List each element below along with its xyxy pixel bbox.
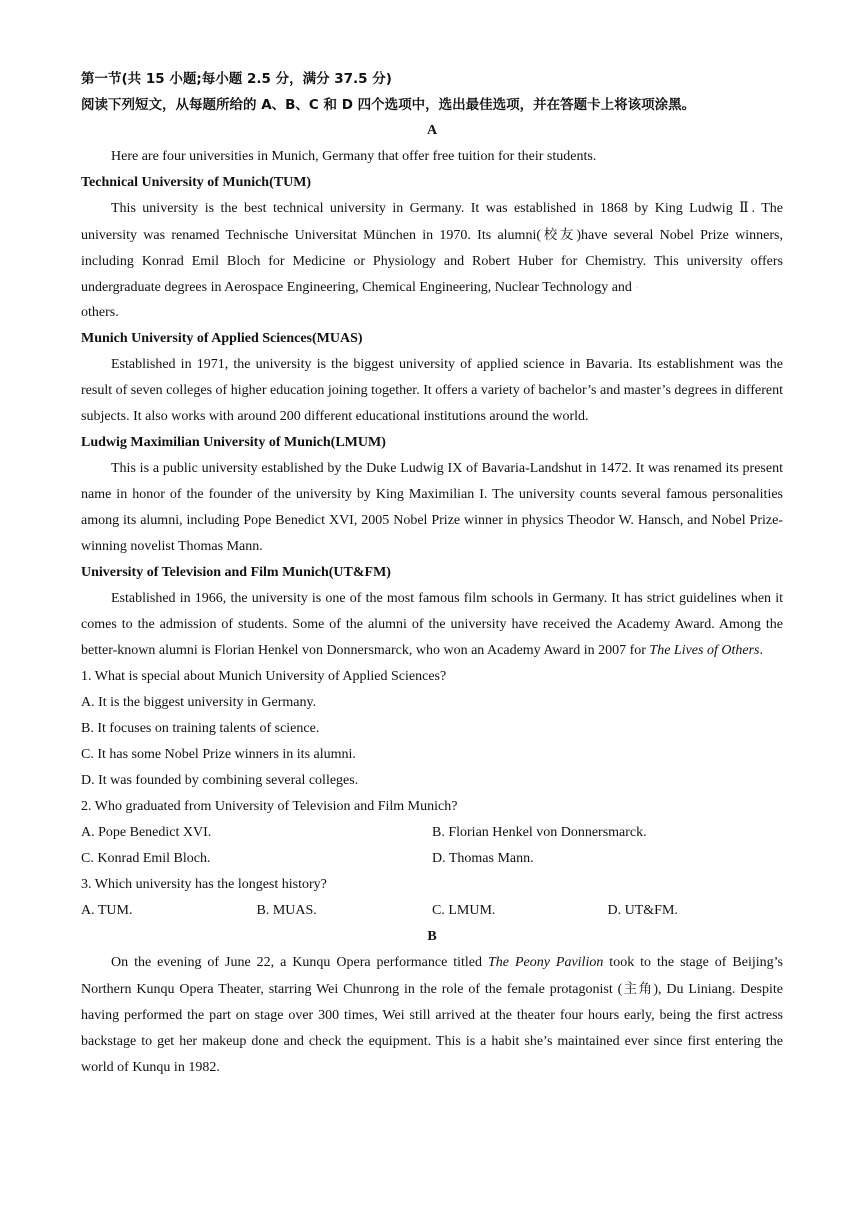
question-3-stem: 3. Which university has the longest history? — [81, 877, 327, 892]
exam-page — [81, 66, 783, 1081]
question-2-option-d[interactable]: D. Thomas Mann. — [432, 851, 534, 866]
tum-text-1: This university is the best technical university in Germany. It was established in 1868 by King Ludwig Ⅱ. The university was renamed Technische Universitat München in 1970. Its alumni( — [81, 201, 783, 243]
question-1-option-d[interactable]: D. It was founded by combining several colleges. — [81, 773, 359, 788]
question-1-option-a[interactable]: A. It is the biggest university in Germany. — [81, 695, 317, 710]
passage-a-label: A — [426, 123, 438, 138]
question-1-option-b[interactable]: B. It focuses on training talents of science. — [81, 721, 320, 736]
question-1-option-c[interactable]: C. It has some Nobel Prize winners in its alumni. — [81, 747, 356, 762]
tum-last-line: others. — [81, 305, 119, 320]
instructions: 阅读下列短文，从每题所给的 A、B、C 和 D 四个选项中，选出最佳选项，并在答题卡上将该项涂黑。 — [81, 97, 696, 113]
question-2-option-a[interactable]: A. Pope Benedict XVI. — [81, 825, 212, 840]
tum-heading: Technical University of Munich(TUM) — [81, 175, 312, 190]
utfm-text-end: . — [759, 643, 763, 658]
question-2-options-row-1 — [81, 820, 783, 846]
utfm-paragraph — [81, 586, 783, 664]
question-2-option-c[interactable]: C. Konrad Emil Bloch. — [81, 851, 211, 866]
passage-b-cn-gloss: 主角 — [622, 981, 654, 997]
stray-mark: · — [635, 283, 639, 294]
passage-b-title: The Peony Pavilion — [488, 955, 604, 970]
tum-paragraph — [81, 196, 783, 300]
utfm-film-title: The Lives of Others — [649, 643, 760, 658]
section-header: 第一节(共 15 小题;每小题 2.5 分，满分 37.5 分) — [81, 71, 392, 87]
muas-paragraph: Established in 1971, the university is the biggest university of applied science in Bavaria. Its establishment was the result of seven colleges of higher education joining together. It offers a variety of bachelor’s and master’s degrees in different subjects. It also works with around 200 different educational institutions around the world. — [81, 357, 783, 424]
passage-a-intro: Here are four universities in Munich, Germany that offer free tuition for their students. — [111, 149, 597, 164]
passage-b-text-2: took to the stage of Beijing’s Northern Kunqu Opera Theater, starring Wei Chunrong in the role of the female protagonist ( — [81, 955, 783, 997]
passage-b-paragraph — [81, 950, 783, 1081]
tum-cn-gloss: 校友 — [541, 227, 577, 243]
question-3-options — [81, 898, 783, 924]
lmum-heading: Ludwig Maximilian University of Munich(LMUM) — [81, 435, 386, 450]
question-3-option-c[interactable]: C. LMUM. — [432, 903, 496, 918]
question-3-option-d[interactable]: D. UT&FM. — [607, 903, 678, 918]
question-2-stem: 2. Who graduated from University of Television and Film Munich? — [81, 799, 458, 814]
muas-heading: Munich University of Applied Sciences(MUAS) — [81, 331, 363, 346]
passage-b-label: B — [427, 929, 437, 944]
lmum-paragraph: This is a public university established by the Duke Ludwig IX of Bavaria-Landshut in 1472. It was renamed its present name in honor of the founder of the university by King Maximilian I. The university counts several famous personalities among its alumni, including Pope Benedict XVI, 2005 Nobel Prize winner in physics Theodor W. Hansch, and Nobel Prize-winning novelist Thomas Mann. — [81, 461, 783, 554]
question-3-option-b[interactable]: B. MUAS. — [256, 903, 317, 918]
utfm-text: Established in 1966, the university is one of the most famous film schools in Germany. It has strict guidelines when it comes to the admission of students. Some of the alumni of the university have received the Academy Award. Among the better-known alumni is Florian Henkel von Donnersmarck, who won an Academy Award in 2007 for — [81, 591, 783, 658]
tum-text-2: )have several Nobel Prize winners, including Konrad Emil Bloch for Medicine or Physiology and Robert Huber for Chemistry. This university offers undergraduate degrees in Aerospace Engineering, Chemical Engineering, Nuclear Technology and — [81, 228, 783, 295]
question-3-option-a[interactable]: A. TUM. — [81, 903, 133, 918]
passage-b-text-3: ), Du Liniang. Despite having performed the part on stage over 300 times, Wei still arrived at the theater four hours early, being the first actress backstage to get her makeup done and check the equipment. This is a habit she’s maintained ever since first entering the world of Kunqu in 1982. — [81, 982, 783, 1075]
utfm-heading: University of Television and Film Munich(UT&FM) — [81, 565, 391, 580]
question-2-option-b[interactable]: B. Florian Henkel von Donnersmarck. — [432, 825, 647, 840]
question-2-options-row-2 — [81, 846, 783, 872]
question-1-stem: 1. What is special about Munich University of Applied Sciences? — [81, 669, 447, 684]
passage-b-text-1: On the evening of June 22, a Kunqu Opera performance titled — [111, 955, 488, 970]
